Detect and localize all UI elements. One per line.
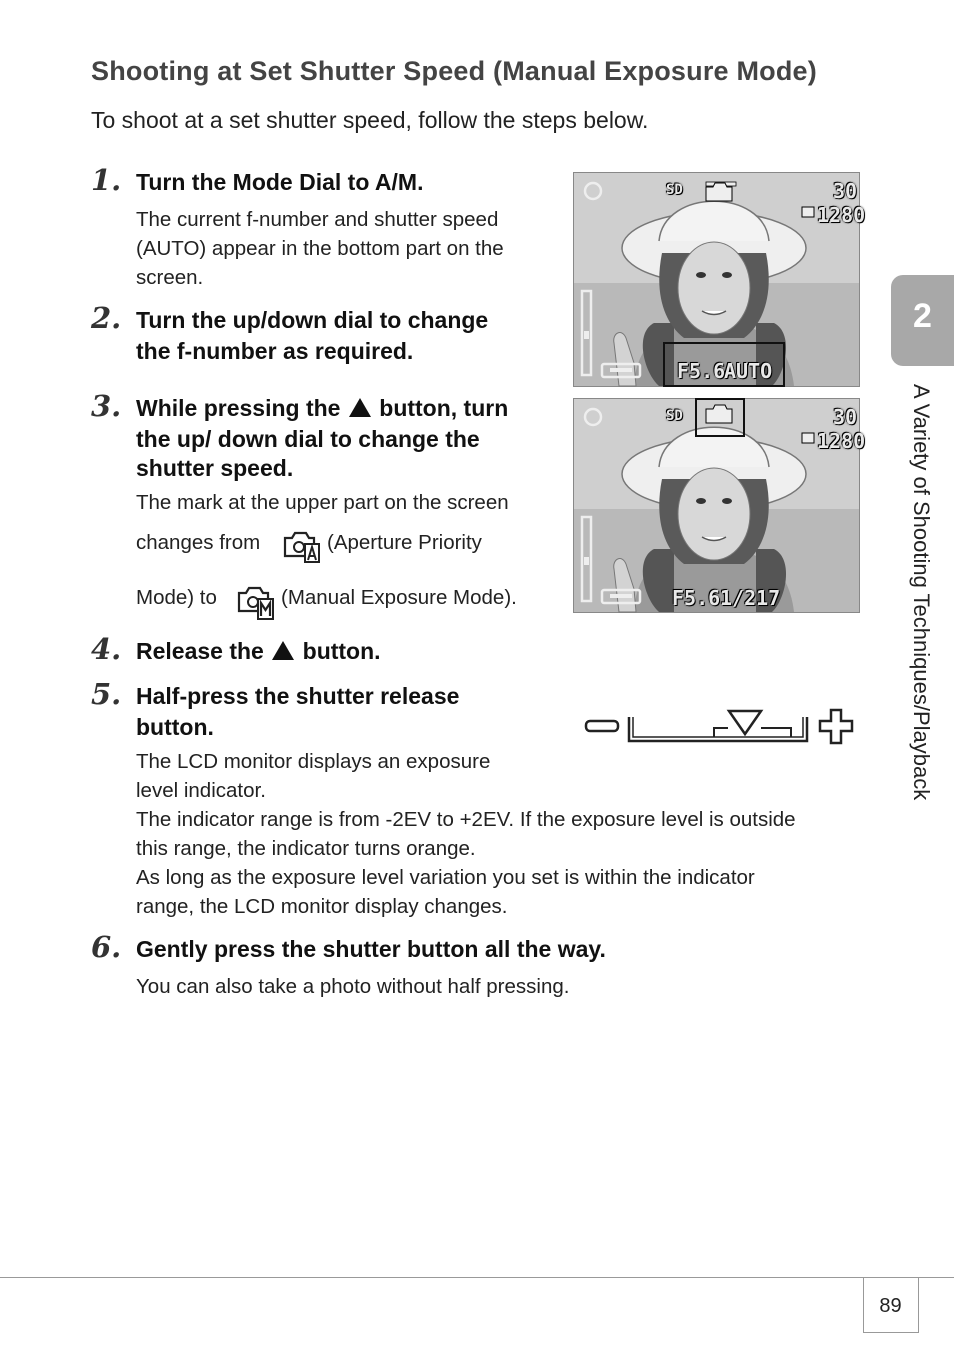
page-title: Shooting at Set Shutter Speed (Manual Exposure Mode) [91,56,817,86]
step-1-number: 1. [91,163,122,197]
step-6-number: 6. [91,930,122,964]
shots-remaining: 30 [833,179,858,203]
intro-text: To shoot at a set shutter speed, follow the steps below. [91,107,649,133]
step-5-body: The LCD monitor displays an exposure level indicator. The indicator range is from -2EV to +2EV. If the exposure level is outside this range, the indicator turns orange. As long as the exposure level variation you set is within the indicator range, the LCD monitor display changes. [136,750,796,918]
aperture-mode-label: (Aperture Priority [327,531,482,554]
step-3-mode-to: Mode) to [136,586,217,609]
manual-exposure-icon [235,581,275,621]
up-triangle-icon [349,398,371,417]
shutter-speed: 1/217 [720,586,781,610]
step-3-heading: While pressing the button, turn the up/ down dial to change the shutter speed. [136,395,509,481]
f-number: F5.6 [677,359,726,383]
highlight-box [695,398,745,437]
chapter-number: 2 [913,297,932,335]
manual-mode-label: (Manual Exposure Mode). [281,586,517,609]
step-6-heading: Gently press the shutter button all the way. [136,936,606,962]
resolution: 1280 [817,429,866,453]
up-triangle-icon [272,641,294,660]
step-3-body: The mark at the upper part on the screen [136,491,509,514]
step-3-changes-from: changes from [136,531,261,554]
step-4-heading: Release the button. [136,638,381,664]
shutter-speed: AUTO [724,359,773,383]
step-5-number: 5. [91,677,122,711]
f-number: F5.6 [672,586,721,610]
card-indicator: SD [666,408,683,424]
step-3-number: 3. [91,389,122,423]
step-1-heading: Turn the Mode Dial to A/M. [136,169,424,195]
step-6-body: You can also take a photo without half pressing. [136,975,570,998]
step-5-heading: Half-press the shutter release button. [136,683,460,740]
shots-remaining: 30 [833,405,858,429]
exposure-level-indicator [583,706,855,750]
chapter-label: A Variety of Shooting Techniques/Playback [909,384,934,801]
highlight-box [663,342,785,387]
footer-rule [0,1277,954,1278]
step-2-heading: Turn the up/down dial to change the f-number as required. [136,307,489,364]
step-4-number: 4. [91,632,122,666]
resolution: 1280 [817,203,866,227]
step-2-number: 2. [91,301,122,335]
card-indicator: SD [666,182,683,198]
aperture-priority-icon [281,526,321,564]
page-number: 89 [879,1295,902,1317]
step-1-body: The current f-number and shutter speed (AUTO) appear in the bottom part on the screen. [136,208,504,289]
